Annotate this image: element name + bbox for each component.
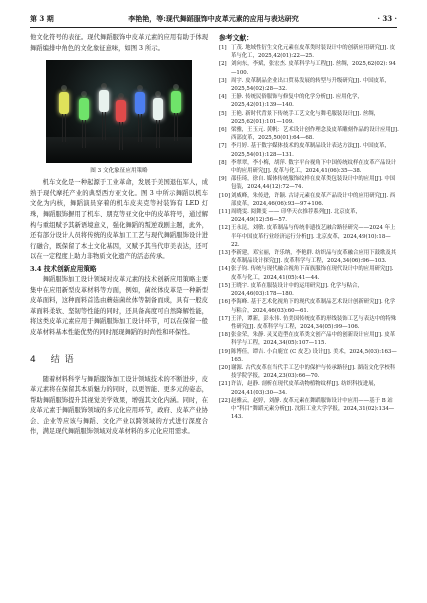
header-rule xyxy=(30,27,397,28)
reference-text: 刘威峰，朱传进，许颖. 古诗元素在皮革产品设计中的应用研究[J]. 西部皮革，2024,46(06):93—97+106. xyxy=(231,192,396,207)
figure-caption: 图 3 文化象征应用策略 xyxy=(90,168,148,175)
reference-text: 陈博佳，谭吉. 小白鹿宜 (C 皮艺) 设计[J]. 美术，2024,5(03):163—165. xyxy=(231,348,397,363)
section-number: 4 xyxy=(30,354,37,365)
dancer-figure xyxy=(113,93,129,151)
reference-index: [2] xyxy=(219,61,227,68)
intro-paragraph: 他文化符号的表征。现代舞蹈服饰中皮革元素的应用有助于体现舞蹈编排中角色的文化象征意味，如图 3 所示。 xyxy=(30,34,208,52)
reference-item xyxy=(219,380,399,396)
reference-index: [20] xyxy=(219,364,231,371)
page-number: · 33 · xyxy=(377,14,397,23)
reference-index: [14] xyxy=(219,266,231,273)
reference-item xyxy=(219,331,399,347)
reference-text: 张子钧. 传统与现代融合视角下苗族服饰在现代设计中的应用研究[J]. 皮革与化工，2024,41(05):41—44. xyxy=(231,266,394,281)
reference-text: 王洋，谭新，彭永伟. 仿美国传统皮革的形线装饰工艺与表达中的特殊性研究[J]. 皮革科学与工程，2024,34(05):99—106. xyxy=(231,315,397,330)
reference-text: 丁茂. 地域性衍生文化元素在皮革类时装设计中的创新应用研究[J]. 皮革与化工，2025,42(01):22—25. xyxy=(231,45,396,60)
reference-index: [7] xyxy=(219,143,227,150)
references-list xyxy=(219,44,399,421)
reference-index: [15] xyxy=(219,282,231,289)
reference-index: [3] xyxy=(219,77,227,84)
reference-item xyxy=(219,364,399,380)
dancer-figure xyxy=(168,84,184,142)
dancer-figure xyxy=(150,91,166,149)
reference-index: [8] xyxy=(219,159,227,166)
body-paragraph: 机车文化是一种起源于工业革命，发展于美国退伍军人，成熟于现代摩托产业的典型西方亚文化。图 3 中所示舞蹈以机车文化为内核，舞蹈演员穿着的机车皮夹克等衬装饰有 LED 灯珠，舞蹈服饰摒用了机车、朋克等亚文化中的皮革符号，通过解构与重组赋予其新语境意义，强化舞蹈的叛逆戏剧主题，此外，还有部分设计人员将传统的皮革加工工艺与现代舞蹈服饰设计进行融合，既保留了本土文化基因，又赋予其当代审美表达，还可以在一定程度上助力非物质文化遗产的活态传承。 xyxy=(30,179,208,261)
reference-text: 王艳. 新时代背景下传统手工艺文化与舞毛服装设计[J]. 丝绸，2025,62(01):101—109. xyxy=(231,110,379,125)
reference-item xyxy=(219,282,399,298)
reference-item xyxy=(219,126,399,142)
references-column xyxy=(219,33,399,421)
reference-text: 王静. 传统民俗服饰与修复中的化学分析[J]. 应用化学，2025,42(01):139—140. xyxy=(231,94,363,109)
reference-item xyxy=(219,397,399,422)
section-title: 结 语 xyxy=(50,354,75,365)
subsection-heading: 3.4 技术创新应用策略 xyxy=(30,264,97,273)
reference-index: [10] xyxy=(219,192,231,199)
reference-text: 王永昆，刘敏. 皮革制品与传统非遗技艺融合路径研究——2024 年上半年中国皮革行业经济运行分析[J]. 北京皮革，2024,49(10):18—22. xyxy=(231,225,396,248)
dancer-figure xyxy=(96,83,112,141)
dancer-figure xyxy=(76,91,92,149)
reference-index: [6] xyxy=(219,127,227,134)
reference-text: 李海峰. 基于艺术化视角下的现代皮革制品艺术设计创新研究[J]. 化学与粘合，2024,46(03):60—61. xyxy=(231,299,396,314)
reference-item xyxy=(219,175,399,191)
section-heading xyxy=(30,353,208,367)
reference-index: [11] xyxy=(219,209,231,216)
conclusion-paragraph: 随着材料科学与舞蹈服饰加工设计领域技术的不断进步，皮革元素将在保留其本质魅力的同时，以更智能、更多元的姿态，帮助舞蹈服饰提升其视觉美学效果，增强其文化内涵。同时，在皮革元素于舞蹈服饰领域的多元化应用环节，政府、皮革产业协会、企业等应该与舞蹈、文化产业以跨领域的方式进行深度合作，满足现代舞蹈服饰领域对皮革材料的多元化应用需求。 xyxy=(30,375,208,436)
reference-text: 赵雅云，赵婷，刘静. 皮革元素在舞蹈服饰设计中应用——基于 B 站中“科目”舞蹈元素分析[J]. 沈阳工业大学学报，2024,31(02):134—143. xyxy=(231,397,395,421)
reference-text: 许洁，赵静. 剖析在现代皮革动物植物纹样[J]. 纺织科技进展，2024,41(03):30—34. xyxy=(231,381,379,396)
figure-3-photo xyxy=(46,60,192,163)
references-title: 参考文献： xyxy=(219,34,253,42)
reference-item xyxy=(219,298,399,314)
reference-index: [1] xyxy=(219,45,227,51)
reference-item xyxy=(219,110,399,126)
reference-text: 王晓宇. 皮革在服装设计中的运用研究[J]. 化学与粘合，2024,46(03):178—180. xyxy=(231,282,363,298)
reference-item xyxy=(219,142,399,158)
reference-text: 邵佳琦，徐自. 媒体传统服饰纹样在皮革类包装设计中的应用[J]. 中国包装，2024,44(12):72—74. xyxy=(231,176,396,191)
running-header xyxy=(30,14,397,26)
running-title: 李艳艳，等:现代舞蹈服饰中皮革元素的应用与表达研究 xyxy=(128,14,299,23)
reference-item xyxy=(219,315,399,331)
reference-index: [17] xyxy=(219,315,231,322)
reference-item xyxy=(219,77,399,93)
reference-item xyxy=(219,265,399,281)
reference-index: [21] xyxy=(219,381,231,388)
reference-text: 李月婷. 基于数字媒体技术的皮革制品设计表达方法[J]. 中国皮革，2025,54(01):128—131. xyxy=(231,143,390,158)
reference-index: [4] xyxy=(219,94,227,101)
reference-item xyxy=(219,348,399,364)
dancer-figure xyxy=(56,85,72,143)
reference-index: [9] xyxy=(219,176,227,183)
reference-text: 刘向东，李斌，张宏杰. 皮革科学与工程[J]. 丝绸，2025,62(02): 94—100. xyxy=(231,61,396,76)
reference-item xyxy=(219,192,399,208)
reference-index: [22] xyxy=(219,397,231,404)
reference-item xyxy=(219,93,399,109)
reference-index: [18] xyxy=(219,332,231,339)
reference-index: [16] xyxy=(219,299,231,306)
reference-text: 张金荣，朱静. 灵叉造型在皮革类文创产品中的创新设计应用[J]. 皮革科学与工程，2024,34(05):107—115. xyxy=(231,332,396,347)
reference-text: 谢源. 古代皮革在当代手工艺中的保护与传承路径[J]. 湖南文化学校科技学院学报，2024,23(03):66—70. xyxy=(231,364,396,380)
left-column xyxy=(30,33,208,438)
reference-index: [5] xyxy=(219,110,227,117)
reference-text: 李翠翠，李小梅，胡萍. 数字平台视角下中国传统纹样在皮革产品设计中的应用研究[J]. 皮革与化工，2024,41(06):35—38. xyxy=(231,159,397,175)
reference-text: 梁雅，王玉元. 黄帆：艺术设计创作理念及皮革雕刻作品的设计应用[J]. 西部皮革，2025,50(01):64—68. xyxy=(231,127,399,142)
reference-index: [19] xyxy=(219,348,231,355)
issue-label: 第 3 期 xyxy=(30,14,54,23)
reference-item xyxy=(219,249,399,265)
reference-text: 周宇. 皮革制品企业出口贸易发展的转型与升级研究[J]. 中国皮革，2025,54(02):28—32. xyxy=(231,77,390,93)
reference-item xyxy=(219,60,399,76)
reference-index: [12] xyxy=(219,225,231,232)
dancer-figure xyxy=(132,85,148,143)
reference-item xyxy=(219,159,399,175)
reference-text: 周晓雯. 阅舞变 —— 印华天衣推荐系列[J]. 北京皮革，2024,49(12):56—57. xyxy=(231,209,361,224)
reference-text: 李新建，邓宝丽，许乐纳，李艳群. 纺织品与皮革融合应用下鼓歌及其皮革制品设计探究[J]. 皮革科学与工程，2024,34(06):96—103. xyxy=(231,250,397,265)
reference-item xyxy=(219,208,399,224)
body-paragraph: 舞蹈服饰加工设计领域对皮革元素的技术创新应用策略主要集中在应用新型皮革材料等方面，例如，菌丝体皮革是一种新型皮革面料，这种面料首选由蘑菇菌丝体等制备而成，具有一般皮革面料柔软、坚韧等性能的同时，还具备高度可自然降解性能，将这类皮革元素应用于舞蹈服饰加工设计环节，可以在保留一般皮革材料基本性能优势的同时展现舞蹈的时尚性和环保性。 xyxy=(30,275,208,336)
reference-item xyxy=(219,224,399,249)
reference-item xyxy=(219,44,399,60)
reference-index: [13] xyxy=(219,250,231,257)
